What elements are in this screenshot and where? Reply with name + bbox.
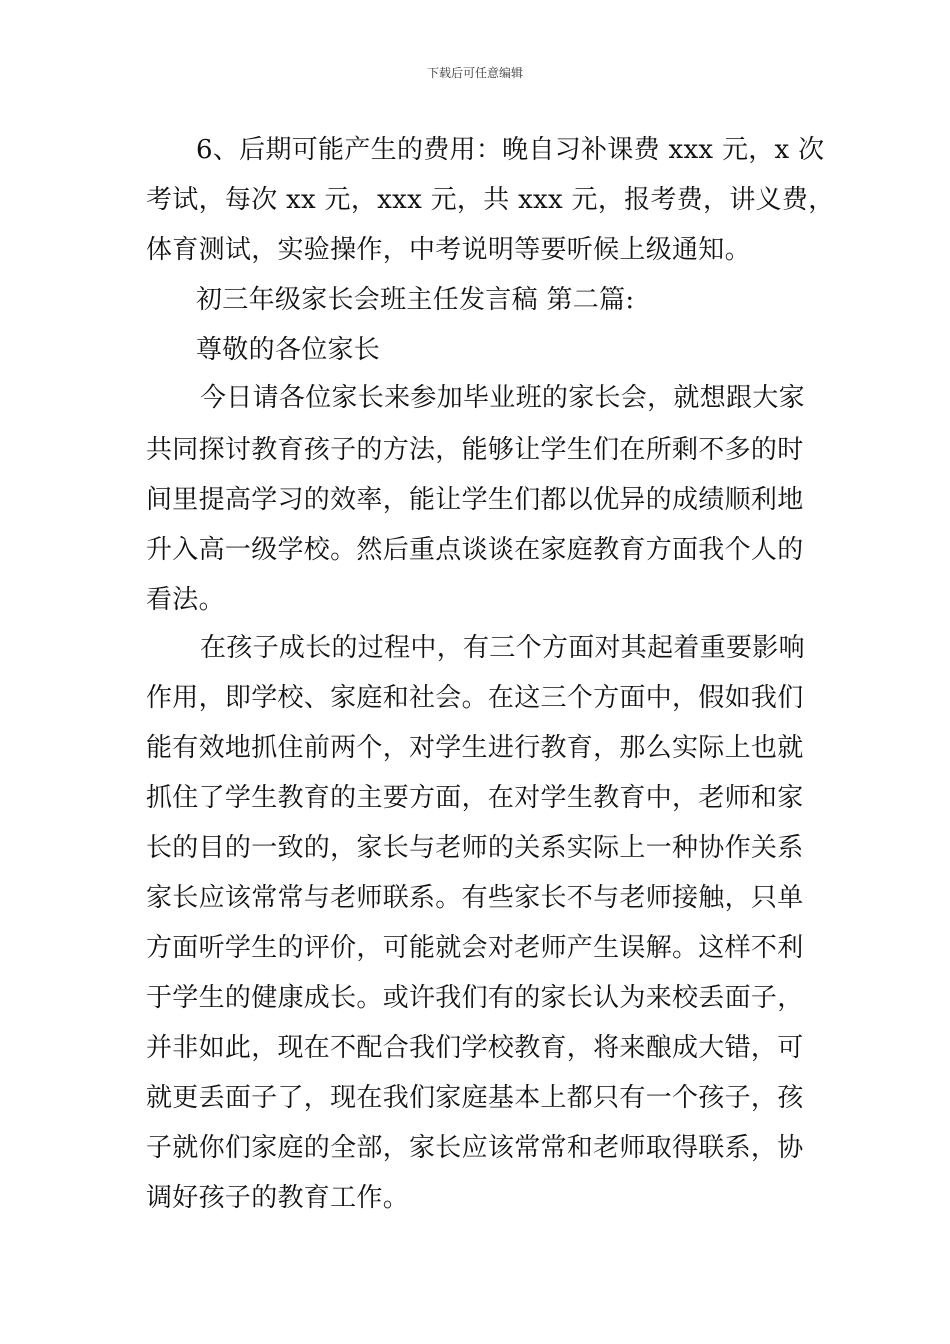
text-line: 间里提高学习的效率，能让学生们都以优异的成绩顺利地 xyxy=(146,485,804,515)
text-line: 于学生的健康成长。或许我们有的家长认为来校丢面子， xyxy=(146,983,804,1013)
page-header: 下载后可任意编辑 xyxy=(426,66,523,80)
section-heading: 初三年级家长会班主任发言稿 第二篇: xyxy=(196,285,635,315)
text-line: 作用，即学校、家庭和社会。在这三个方面中，假如我们 xyxy=(146,683,804,713)
salutation: 尊敬的各位家长 xyxy=(196,335,381,365)
text-line: 看法。 xyxy=(146,585,225,615)
text-line: 能有效地抓住前两个，对学生进行教育，那么实际上也就 xyxy=(146,733,804,763)
text-line: 抓住了学生教育的主要方面，在对学生教育中，老师和家 xyxy=(146,783,804,813)
text-line: 体育测试，实验操作，中考说明等要听候上级通知。 xyxy=(146,235,751,265)
text-line: 升入高一级学校。然后重点谈谈在家庭教育方面我个人的 xyxy=(146,535,804,565)
text-line: 并非如此，现在不配合我们学校教育，将来酿成大错，可 xyxy=(146,1033,804,1063)
text-line: 家长应该常常与老师联系。有些家长不与老师接触，只单 xyxy=(146,883,804,913)
text-line: 调好孩子的教育工作。 xyxy=(146,1183,410,1213)
text-line: 长的目的一致的，家长与老师的关系实际上一种协作关系 xyxy=(146,833,804,863)
text-line: 6、后期可能产生的费用：晚自习补课费 xxx 元，x 次 xyxy=(196,135,825,165)
text-line: 方面听学生的评价，可能就会对老师产生误解。这样不利 xyxy=(146,933,804,963)
text-line: 今日请各位家长来参加毕业班的家长会，就想跟大家 xyxy=(200,383,805,413)
text-line: 在孩子成长的过程中，有三个方面对其起着重要影响 xyxy=(200,633,805,663)
text-line: 共同探讨教育孩子的方法，能够让学生们在所剩不多的时 xyxy=(146,435,804,465)
text-line: 子就你们家庭的全部，家长应该常常和老师取得联系，协 xyxy=(146,1133,804,1163)
text-line: 就更丢面子了，现在我们家庭基本上都只有一个孩子，孩 xyxy=(146,1083,804,1113)
text-line: 考试，每次 xx 元，xxx 元，共 xxx 元，报考费，讲义费， xyxy=(146,185,835,215)
